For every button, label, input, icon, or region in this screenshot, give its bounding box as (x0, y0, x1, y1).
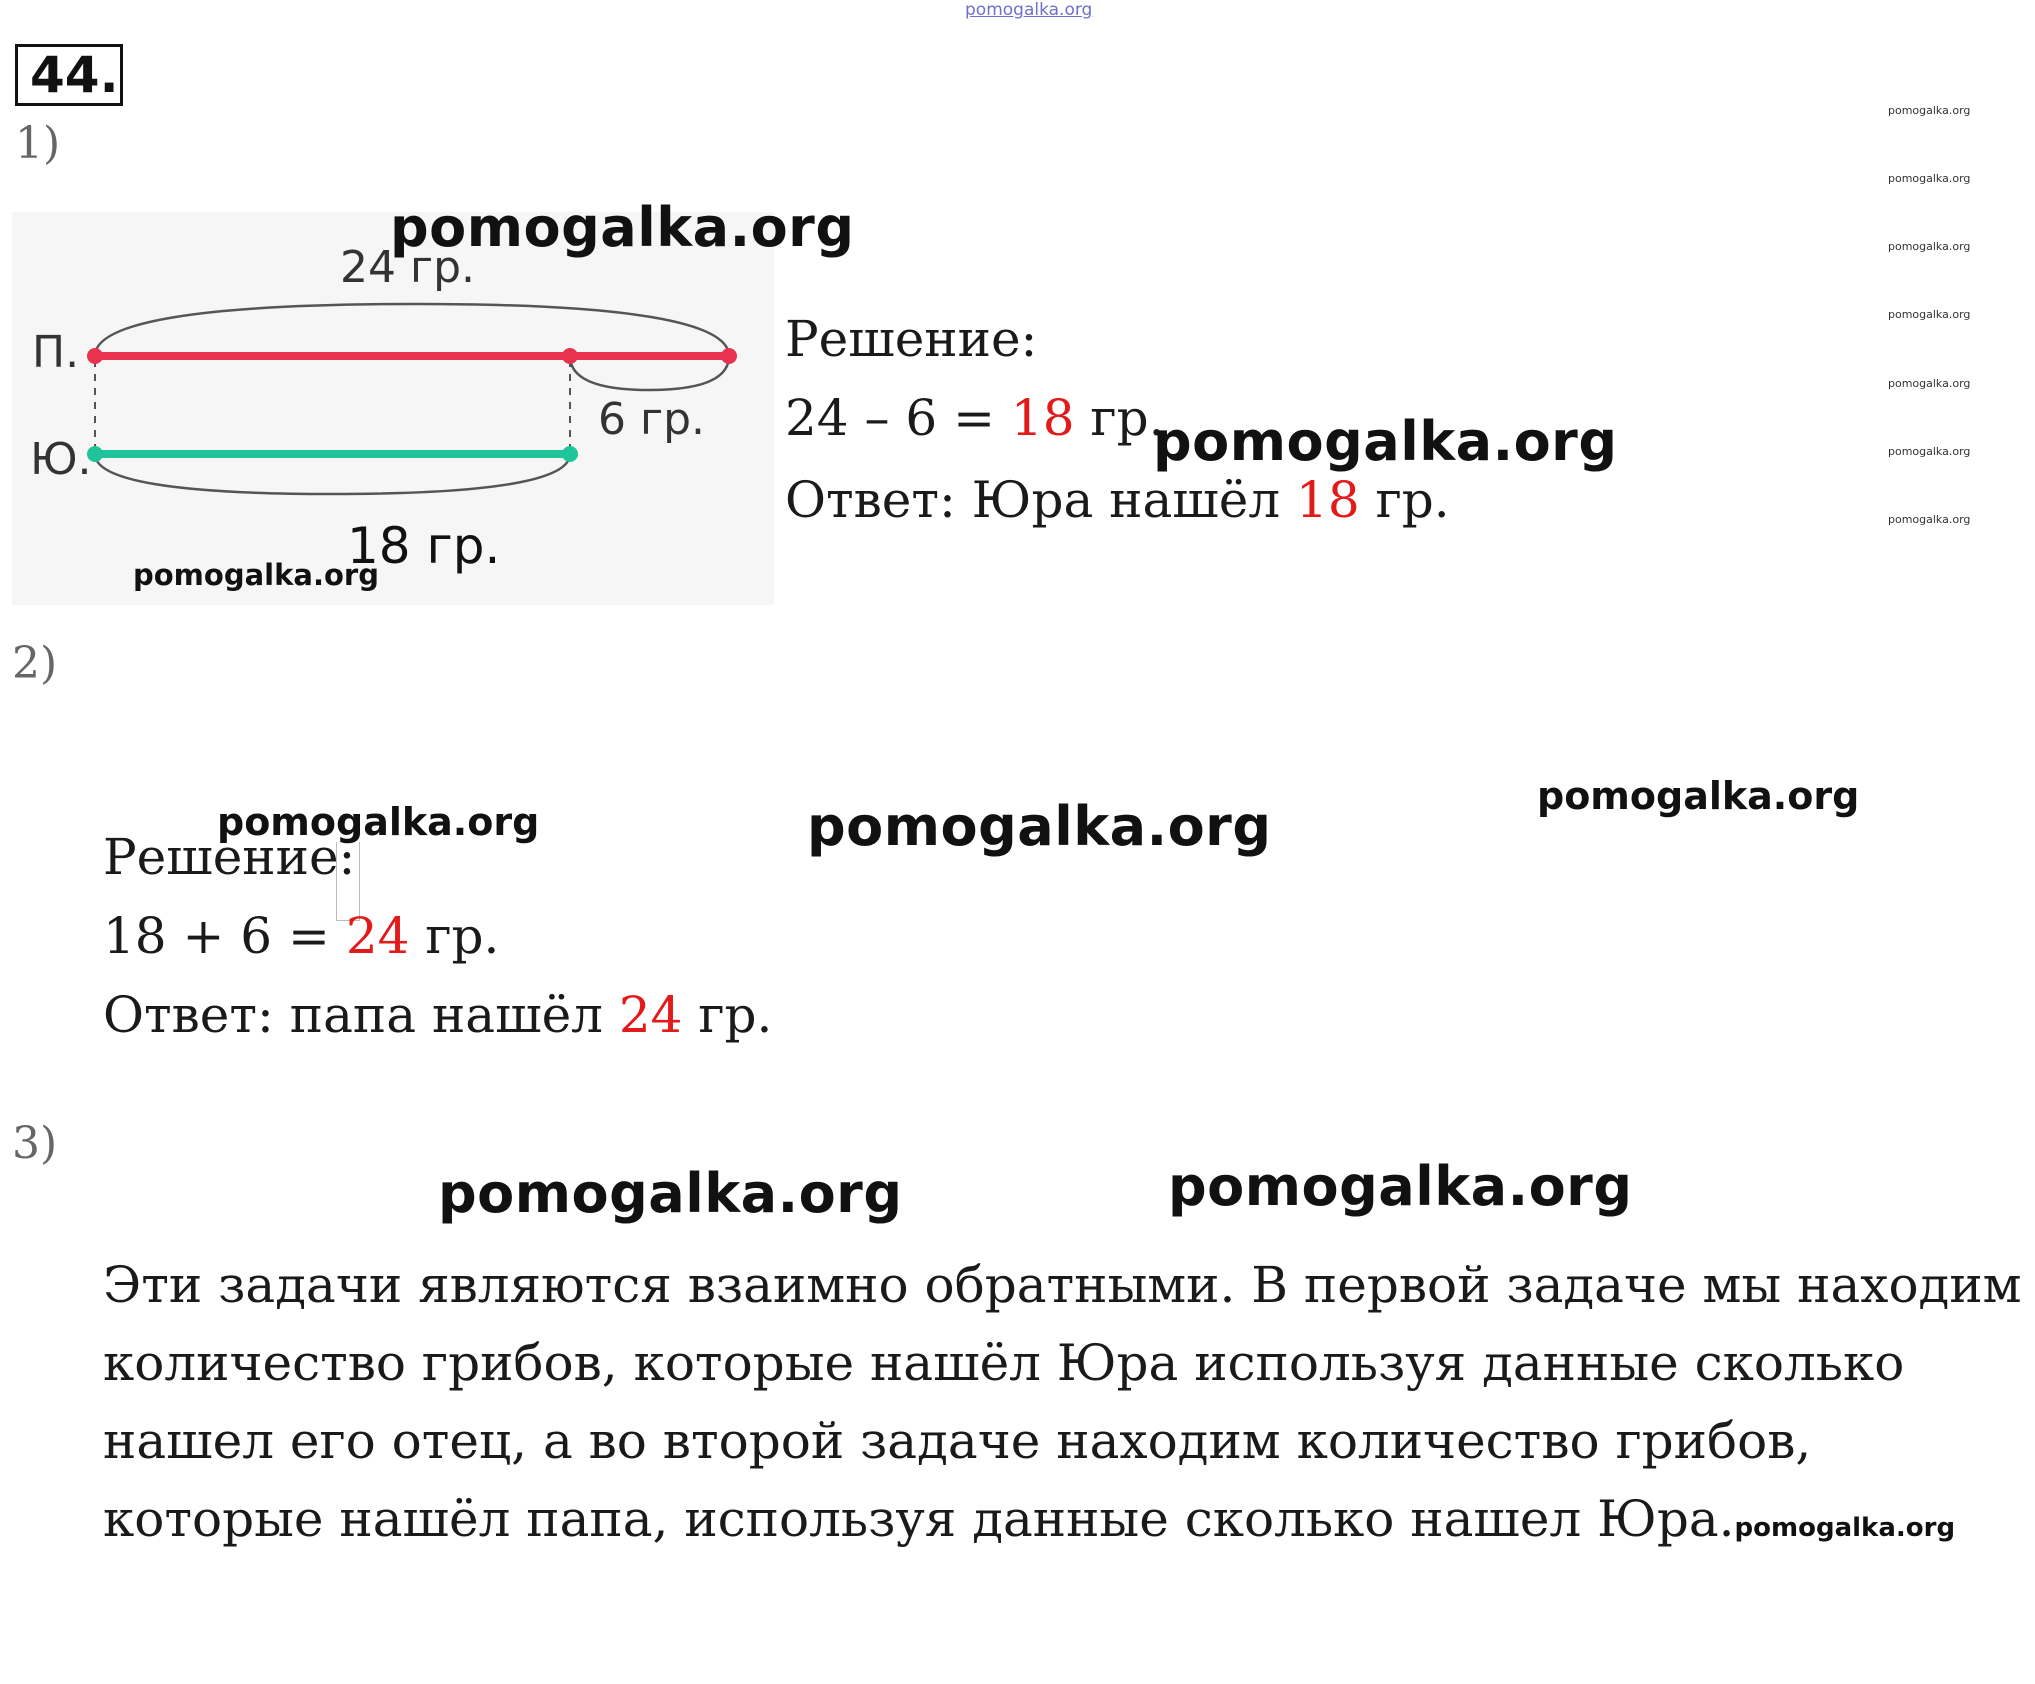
part-2-answer (103, 986, 772, 1044)
part-2-label: 2) (12, 638, 58, 689)
top-brace (95, 304, 729, 356)
watermark: pomogalka.org (1153, 410, 1618, 473)
part-2-solution-title: Решение: (103, 828, 356, 886)
watermark: pomogalka.org (217, 800, 540, 844)
side-watermark: pomogalka.org (1888, 104, 1971, 117)
part-1-label: 1) (15, 118, 61, 169)
part-3-label: 3) (12, 1118, 58, 1169)
side-watermark: pomogalka.org (1888, 513, 1971, 526)
segment-point (562, 446, 578, 462)
header-watermark: pomogalka.org (965, 0, 1093, 20)
segment-diagram (12, 212, 774, 605)
part-1-equation (785, 389, 1165, 447)
side-watermark: pomogalka.org (1888, 172, 1971, 185)
watermark: pomogalka.org (1537, 774, 1860, 818)
father-label: П. (32, 327, 80, 378)
answer-value: 18 (1296, 471, 1360, 529)
watermark: pomogalka.org (1168, 1155, 1633, 1218)
equation-left: 18 + 6 = (103, 907, 346, 965)
answer-value: 24 (618, 986, 683, 1044)
equation-result: 24 (345, 907, 410, 965)
equation-result: 18 (1010, 389, 1075, 447)
equation-left: 24 – 6 = (785, 389, 1011, 447)
answer-unit: гр. (682, 986, 773, 1044)
total-label: 24 гр. (340, 242, 476, 293)
difference-brace (570, 356, 729, 390)
segment-point (562, 348, 578, 364)
watermark: pomogalka.org (807, 795, 1272, 858)
answer-prefix: Ответ: папа нашёл (103, 986, 619, 1044)
explanation-text: Эти задачи являются взаимно обратными. В первой задаче мы находим количество грибов, которые нашёл Юра используя данные сколько нашел его отец, а во второй задаче находим количество грибов, которые нашёл папа, используя данные сколько нашел Юра. (103, 1256, 2022, 1548)
answer-prefix: Ответ: Юра нашёл (785, 471, 1297, 529)
segment-point (87, 348, 103, 364)
equation-unit: гр. (409, 907, 500, 965)
bottom-brace (95, 454, 570, 494)
part-2-equation (103, 907, 499, 965)
side-watermark: pomogalka.org (1888, 377, 1971, 390)
side-watermark: pomogalka.org (1888, 445, 1971, 458)
part-1-solution-title: Решение: (785, 310, 1038, 368)
watermark: pomogalka.org (390, 196, 855, 259)
side-watermark: pomogalka.org (1888, 240, 1971, 253)
answer-unit: гр. (1359, 471, 1450, 529)
yura-total-label: 18 гр. (347, 517, 501, 575)
watermark: pomogalka.org (438, 1162, 903, 1225)
part-1-answer (785, 471, 1450, 529)
watermark: pomogalka.org (133, 558, 379, 592)
difference-label: 6 гр. (598, 394, 706, 445)
task-number: 44. (15, 44, 123, 106)
segment-point (721, 348, 737, 364)
yura-label: Ю. (30, 434, 92, 485)
part-3-explanation (103, 1246, 2033, 1567)
equation-unit: гр. (1074, 389, 1165, 447)
side-watermark: pomogalka.org (1888, 308, 1971, 321)
watermark: pomogalka.org (1734, 1513, 1956, 1543)
